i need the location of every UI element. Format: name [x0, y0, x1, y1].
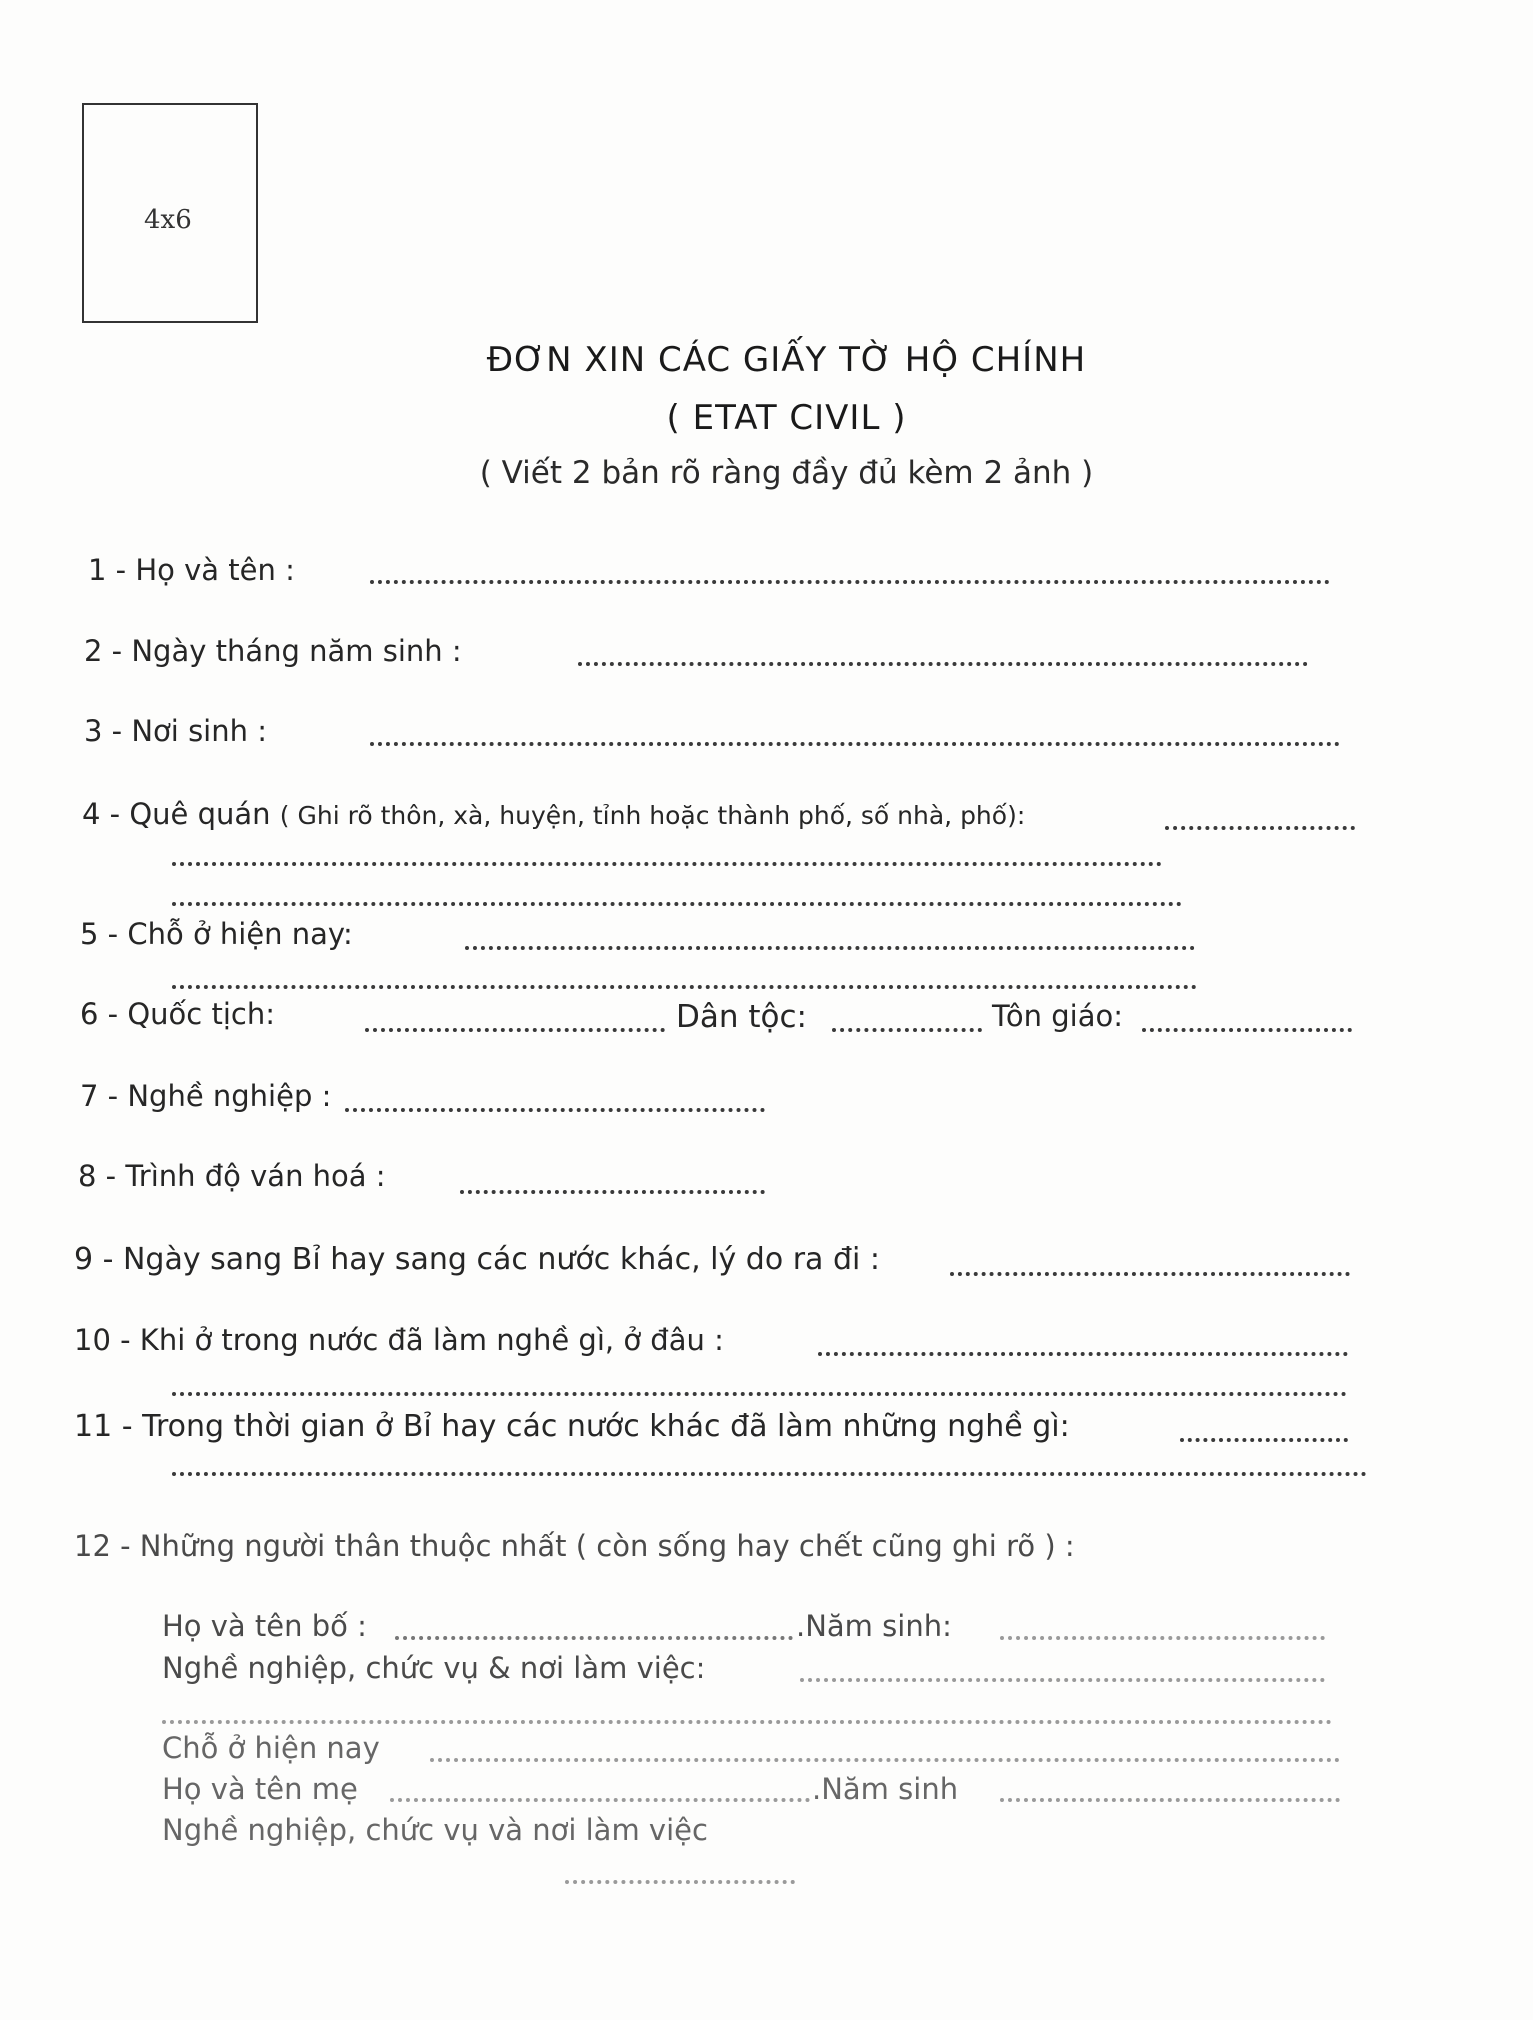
- field-input-place-of-birth[interactable]: [370, 742, 1340, 746]
- mother-name-input[interactable]: [390, 1798, 810, 1802]
- field-label-hometown: [82, 797, 1026, 831]
- field-input-hometown-1[interactable]: [1165, 826, 1355, 830]
- father-residence-input[interactable]: [430, 1758, 1340, 1762]
- photo-size-label: 4x6: [144, 205, 192, 235]
- field-input-work-abroad-2[interactable]: [172, 1472, 1367, 1476]
- form-subtitle: ( ETAT CIVIL ): [666, 398, 907, 438]
- field-input-hometown-3[interactable]: [172, 902, 1182, 906]
- field-input-hometown-2[interactable]: [172, 862, 1162, 866]
- father-birth-year-input[interactable]: [1000, 1636, 1325, 1640]
- mother-name-label: Họ và tên mẹ: [162, 1772, 358, 1806]
- field-label-date-of-birth: 2 - Ngày tháng năm sinh :: [84, 634, 462, 668]
- field-label-previous-work: 10 - Khi ở trong nước đã làm nghề gì, ở đâu :: [74, 1323, 724, 1357]
- field-label-nationality: 6 - Quốc tịch:: [80, 997, 275, 1031]
- field-input-current-residence-2[interactable]: [172, 985, 1197, 989]
- field-label-departure: 9 - Ngày sang Bỉ hay sang các nước khác, lý do ra đi :: [74, 1242, 880, 1277]
- field-label-occupation: 7 - Nghề nghiệp :: [80, 1079, 332, 1113]
- field-label-education: 8 - Trình độ ván hoá :: [78, 1159, 386, 1193]
- field-input-previous-work-2[interactable]: [172, 1392, 1347, 1396]
- field-label-ethnicity: Dân tộc:: [676, 999, 807, 1035]
- field-input-religion[interactable]: [1142, 1028, 1352, 1032]
- field-label-work-abroad: 11 - Trong thời gian ở Bỉ hay các nước khác đã làm những nghề gì:: [74, 1409, 1070, 1444]
- mother-birth-year-label: .Năm sinh: [812, 1772, 959, 1806]
- father-residence-label: Chỗ ở hiện nay: [162, 1731, 380, 1765]
- field-input-occupation[interactable]: [345, 1108, 765, 1112]
- father-name-label: Họ và tên bố :: [162, 1609, 367, 1643]
- form-instruction: ( Viết 2 bản rõ ràng đầy đủ kèm 2 ảnh ): [479, 455, 1094, 491]
- father-job-input-1[interactable]: [800, 1678, 1325, 1682]
- father-job-label: Nghề nghiệp, chức vụ & nơi làm việc:: [162, 1651, 706, 1685]
- field-input-education[interactable]: [460, 1190, 765, 1194]
- field-input-work-abroad-1[interactable]: [1180, 1438, 1348, 1442]
- father-birth-year-label: .Năm sinh:: [796, 1609, 952, 1643]
- mother-job-input[interactable]: [565, 1880, 795, 1884]
- field-input-nationality[interactable]: [365, 1028, 665, 1032]
- field-input-current-residence-1[interactable]: [465, 946, 1195, 950]
- mother-job-label: Nghề nghiệp, chức vụ và nơi làm việc: [162, 1813, 708, 1847]
- form-title: ĐƠN XIN CÁC GIẤY TỜ HỘ CHÍNH: [486, 340, 1087, 380]
- field-label-current-residence: 5 - Chỗ ở hiện nay:: [80, 917, 353, 951]
- hometown-label-text: 4 - Quê quán: [82, 797, 271, 831]
- hometown-hint: ( Ghi rõ thôn, xà, huyện, tỉnh hoặc thành phố, số nhà, phố):: [279, 801, 1026, 830]
- father-name-input[interactable]: [395, 1636, 793, 1640]
- mother-birth-year-input[interactable]: [1000, 1798, 1340, 1802]
- field-label-religion: Tôn giáo:: [992, 999, 1124, 1033]
- field-label-full-name: 1 - Họ và tên :: [88, 553, 295, 587]
- photo-box: [82, 103, 258, 323]
- field-input-departure[interactable]: [950, 1272, 1350, 1276]
- field-input-date-of-birth[interactable]: [578, 662, 1308, 666]
- field-input-previous-work-1[interactable]: [818, 1352, 1348, 1356]
- field-label-place-of-birth: 3 - Nơi sinh :: [84, 714, 267, 748]
- father-job-input-2[interactable]: [162, 1720, 1332, 1724]
- field-label-relatives: 12 - Những người thân thuộc nhất ( còn sống hay chết cũng ghi rõ ) :: [74, 1529, 1075, 1563]
- field-input-ethnicity[interactable]: [832, 1028, 982, 1032]
- field-input-full-name[interactable]: [370, 580, 1330, 584]
